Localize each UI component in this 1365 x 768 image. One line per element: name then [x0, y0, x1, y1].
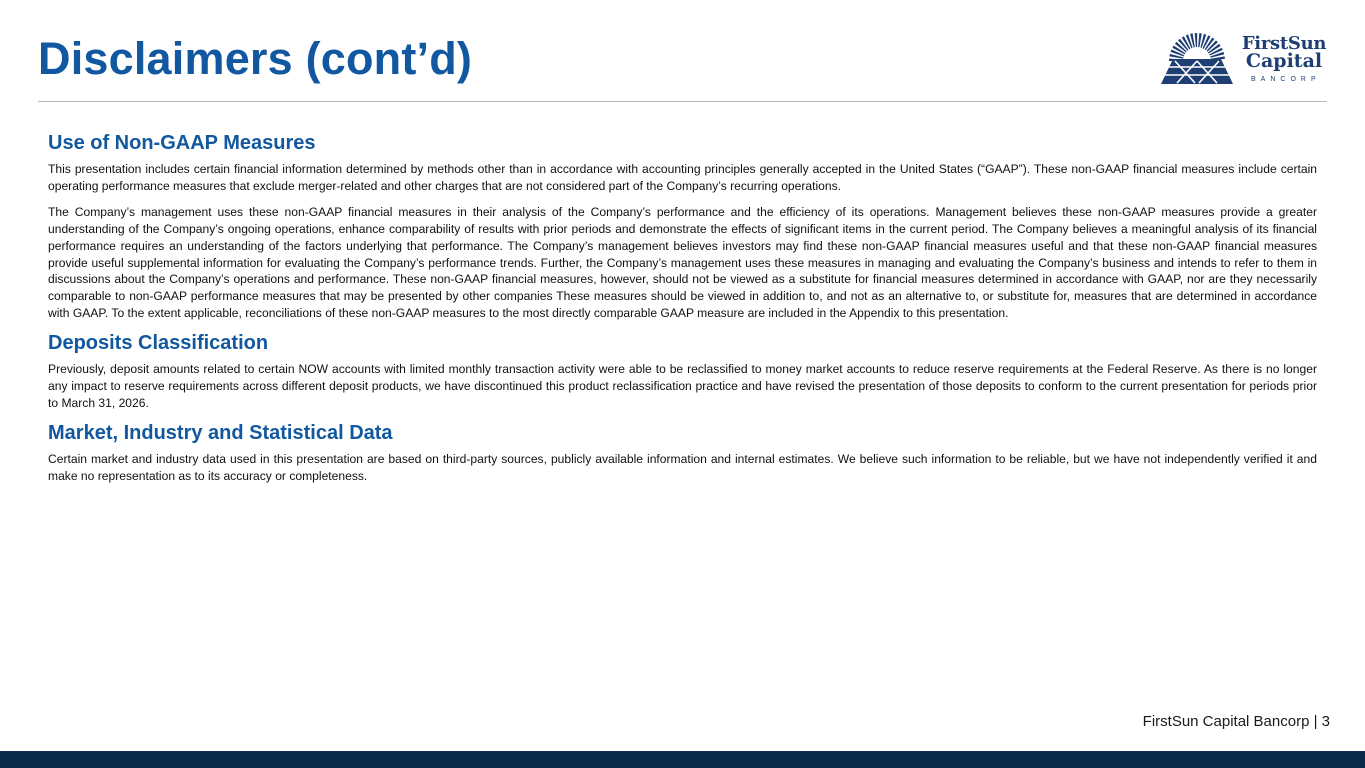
section-market-data	[48, 421, 1317, 484]
paragraph: This presentation includes certain financial information determined by methods other than in accordance with accounting principles generally accepted in the United States (“GAAP”). These non-GAAP financial measures include certain operating performance measures that exclude merger-related and other charges that are not considered part of the Company’s recurring operations.	[48, 162, 1317, 193]
paragraph: Certain market and industry data used in this presentation are based on third-party sources, publicly available information and internal estimates. We believe such information to be reliable, but we have not independently verified it and make no representation as to its accuracy or completeness.	[48, 452, 1317, 484]
footer-page-label: FirstSun Capital Bancorp | 3	[1142, 713, 1330, 730]
footer-bar	[0, 751, 1365, 768]
section-heading: Deposits Classification	[48, 332, 269, 355]
paragraph: The Company’s management uses these non-GAAP financial measures in their analysis of the Company’s performance and the efficiency of its operations. Management believes these non-GAAP measures provide a greater understanding of the Company’s ongoing operations, enhance comparability of results with prior periods and demonstrate the effects of significant items in the current period. The Company believes a meaningful analysis of its financial performance requires an understanding of the factors underlying that performance. The Company’s management believes investors may find these non-GAAP financial measures useful and that these non-GAAP financial measures provide useful supplemental information for evaluating the Company’s performance trends. Further, the Company’s management uses these measures in managing and evaluating the Company’s business and intends to refer to them in discussions about the Company’s operations and performance. These non-GAAP financial measures, however, should not be viewed as a substitute for financial measures determined in accordance with GAAP, nor are they necessarily comparable to non-GAAP performance measures that may be presented by other companies These measures should be viewed in addition to, and not as an alternative to, or substitute for, measures that are determined in accordance with GAAP. To the extent applicable, reconciliations of these non-GAAP measures to the most directly comparable GAAP measure are included in the Appendix to this presentation.	[48, 205, 1317, 320]
page-title: Disclaimers (cont’d)	[38, 33, 473, 84]
logo-wordmark-firstsun: FirstSun	[1241, 33, 1327, 54]
section-deposits-classification	[48, 331, 1317, 411]
logo-wordmark-bancorp: BANCORP	[1251, 76, 1321, 83]
section-heading: Market, Industry and Statistical Data	[48, 422, 393, 445]
disclaimer-content	[48, 131, 1317, 485]
section-non-gaap	[48, 131, 1317, 321]
title-divider	[38, 101, 1327, 102]
section-heading: Use of Non-GAAP Measures	[48, 132, 316, 154]
logo-wordmark-capital: Capital	[1245, 50, 1323, 72]
sunburst-logo-icon	[1155, 31, 1239, 87]
paragraph: Previously, deposit amounts related to certain NOW accounts with limited monthly transaction activity were able to be reclassified to money market accounts to reduce reserve requirements at the Federal Reserve. As there is no longer any impact to reserve requirements across different deposit products, we have discontinued this product reclassification practice and have revised the presentation of those deposits to conform to the current presentation for periods prior to March 31, 2026.	[48, 362, 1317, 410]
company-logo	[1155, 31, 1330, 87]
